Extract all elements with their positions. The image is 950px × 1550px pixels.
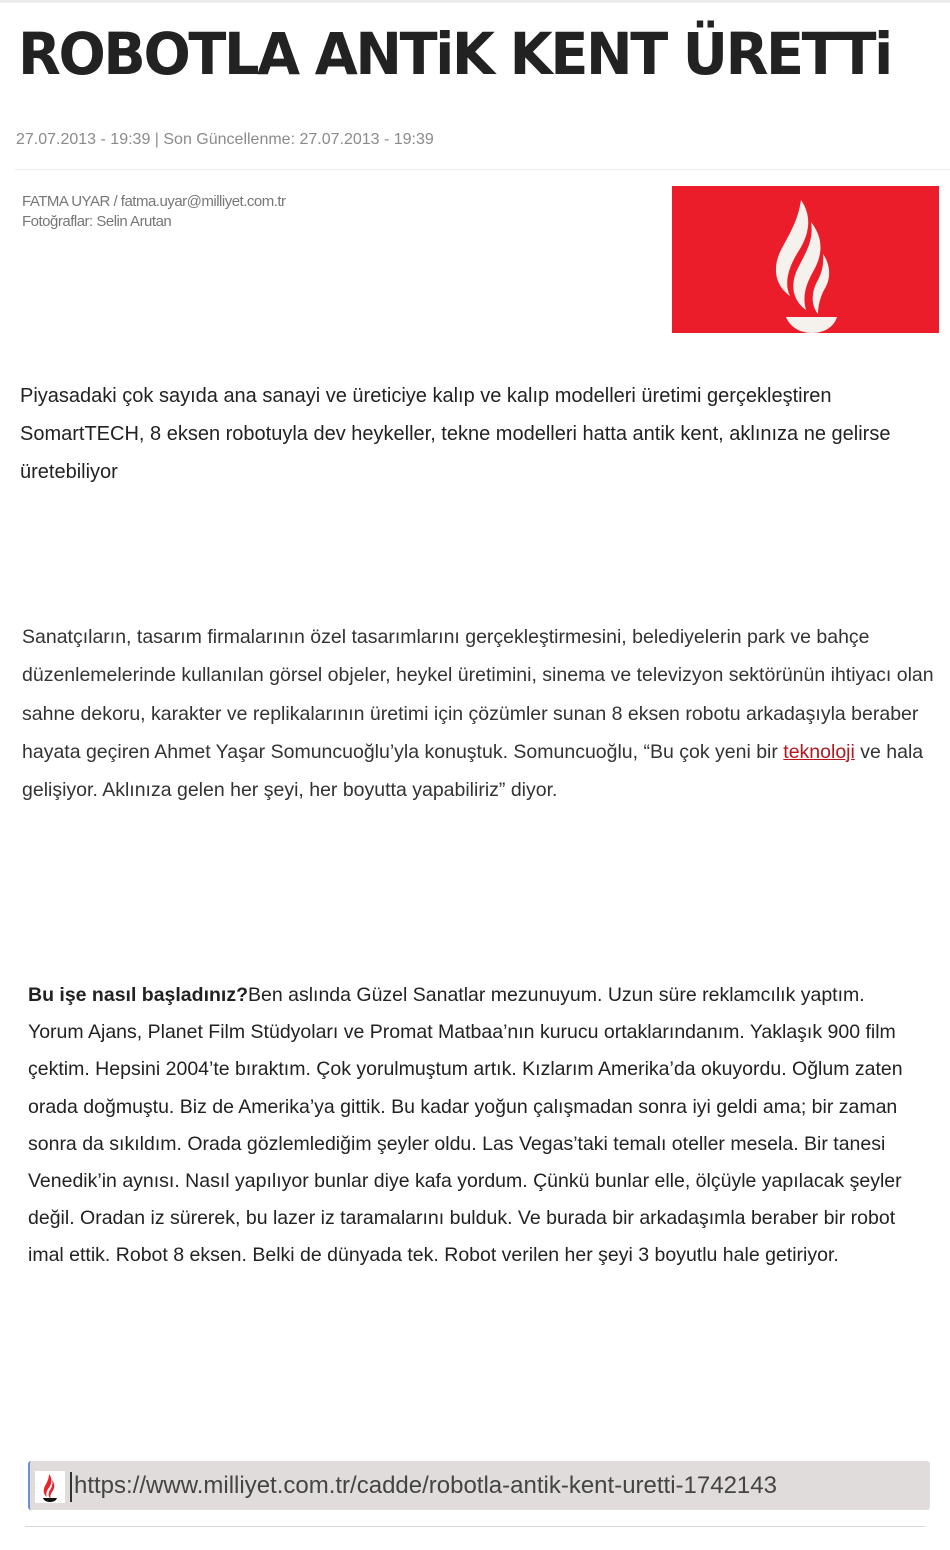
article-lead: Piyasadaki çok sayıda ana sanayi ve üreticiye kalıp ve kalıp modelleri üretimi gerçekleştiren SomartTECH, 8 eksen robotuyla dev heykeller, tekne modelleri hatta antik kent, aklınıza ne gelirse üretebiliyor xyxy=(20,385,891,483)
top-border xyxy=(0,0,950,3)
teknoloji-link[interactable]: teknoloji xyxy=(783,740,855,763)
article-paragraph xyxy=(22,618,947,809)
address-bar[interactable] xyxy=(28,1461,930,1510)
divider xyxy=(25,1526,925,1527)
milliyet-favicon-icon xyxy=(35,1471,65,1503)
paragraph-text: Sanatçıların, tasarım firmalarının özel tasarımlarını gerçekleştirmesini, belediyelerin park ve bahçe düzenlemelerinde kullanılan görsel objeler, heykel üretimini, sinema ve televizyon sektörünün ihtiyacı olan sahne dekoru, karakter ve replikalarının üretimi için çözümler sunan 8 eksen robotu arkadaşıyla beraber hayata geçiren Ahmet Yaşar Somuncuoğlu’yla konuştuk. Somuncuoğlu, “Bu çok yeni bir xyxy=(22,626,934,763)
url-text[interactable]: https://www.milliyet.com.tr/cadde/robotla-antik-kent-uretti-1742143 xyxy=(74,1472,777,1499)
article-date: 27.07.2013 - 19:39 | Son Güncellenme: 27.07.2013 - 19:39 xyxy=(16,131,434,148)
hero-image xyxy=(672,186,939,333)
text-cursor xyxy=(70,1472,72,1502)
byline xyxy=(22,192,286,232)
article-title: ROBOTLA ANTiK KENT ÜRETTi xyxy=(18,20,891,88)
interview-answer: Ben aslında Güzel Sanatlar mezunuyum. Uzun süre reklamcılık yaptım. Yorum Ajans, Planet Film Stüdyoları ve Promat Matbaa’nın kurucu ortaklarındanım. Yaklaşık 900 film çektim. Hepsini 2004’te bıraktım. Çok yorulmuştum artık. Kızlarım Amerika’da okuyordu. Oğlum zaten orada doğmuştu. Biz de Amerika’ya gittik. Bu kadar yoğun çalışmadan sonra iyi geldi ama; bir zaman sonra da sıkıldım. Orada gözlemlediğim şeyler oldu. Las Vegas’taki temalı oteller mesela. Bir tanesi Venedik’in aynısı. Nasıl yapılıyor bunlar diye kafa yordum. Çünkü bunlar elle, ölçüyle yapılacak şeyler değil. Oradan iz sürerek, bu lazer iz taramalarını bulduk. Ve burada bir arkadaşımla beraber bir robot imal ettik. Robot 8 eksen. Belki de dünyada tek. Robot verilen her şeyi 3 boyutlu hale getiriyor. xyxy=(28,984,903,1267)
divider xyxy=(15,169,950,170)
interview-paragraph xyxy=(28,977,923,1275)
paragraph-text: ve hala gelişiyor. Aklınıza gelen her şeyi, her boyutta yapabiliriz” diyor. xyxy=(22,740,924,802)
interview-question: Bu işe nasıl başladınız? xyxy=(28,984,248,1006)
milliyet-flame-logo-icon xyxy=(672,186,939,333)
author-line: FATMA UYAR / fatma.uyar@milliyet.com.tr xyxy=(22,193,286,210)
photo-credit: Fotoğraflar: Selin Arutan xyxy=(22,213,172,230)
